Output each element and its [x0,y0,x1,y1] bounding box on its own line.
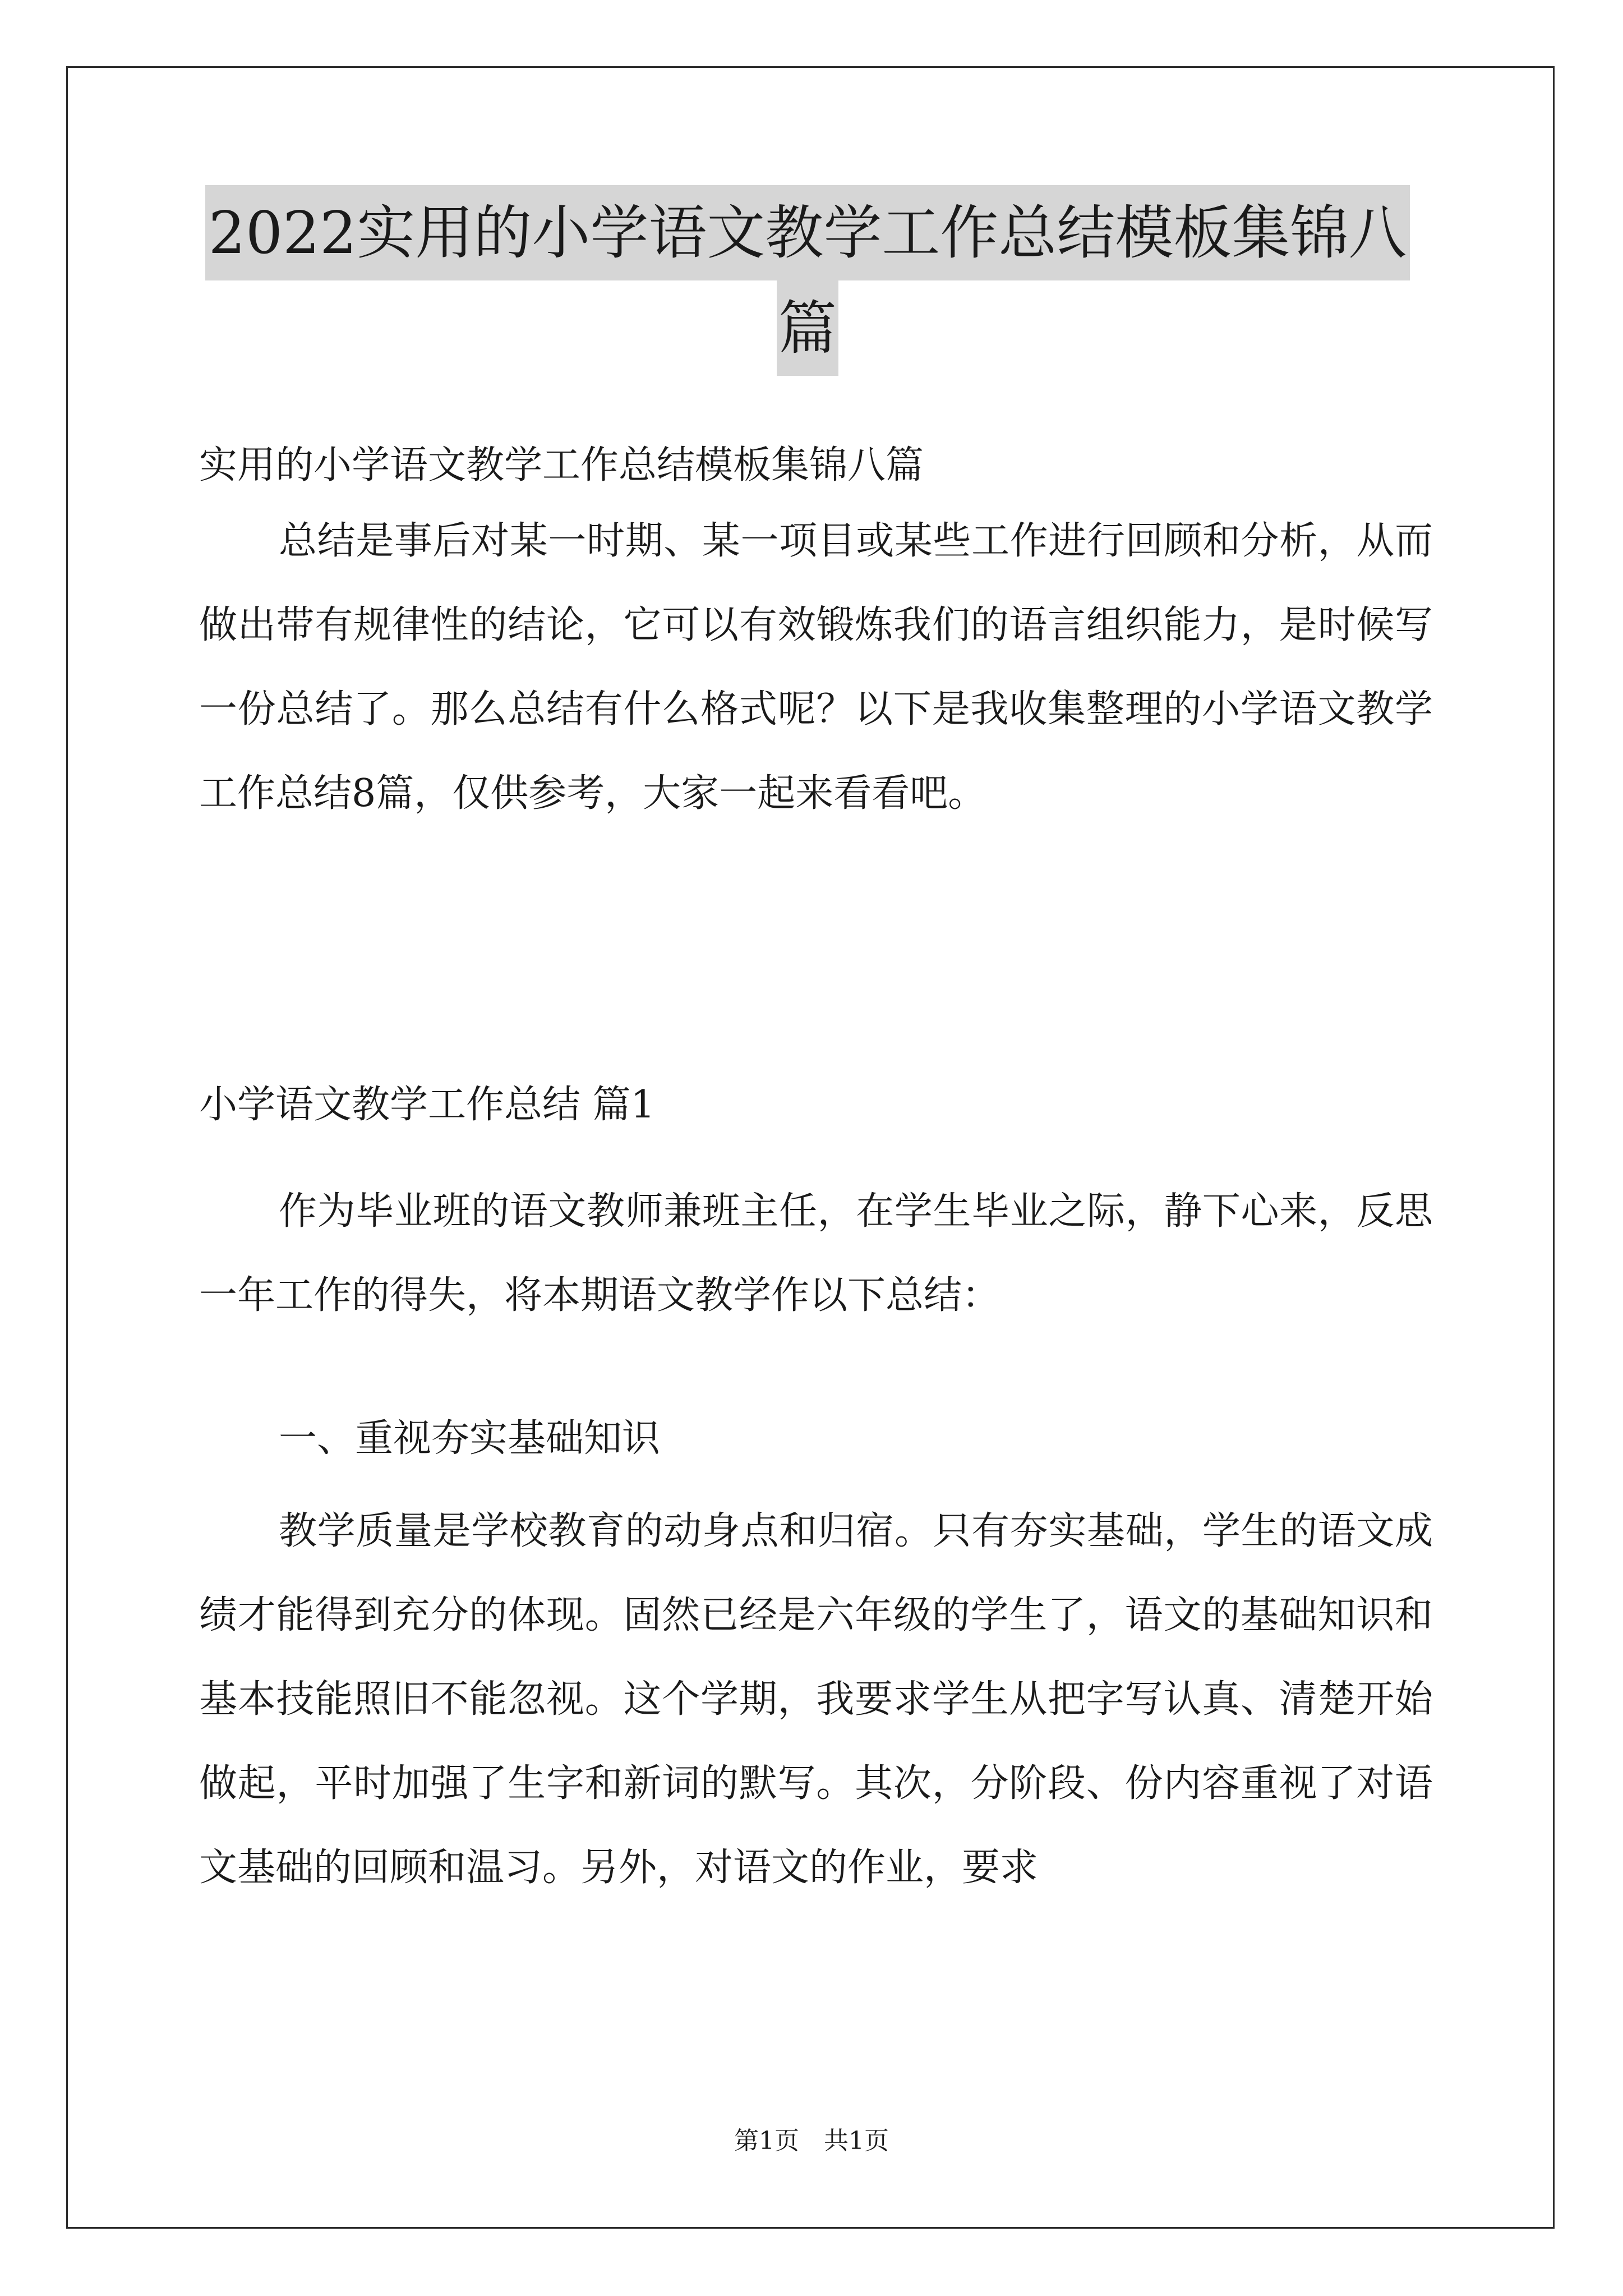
title-line-1: 2022实用的小学语文教学工作总结模板集锦八 [205,185,1410,280]
document-title [135,185,1481,376]
point-heading-1: 一、重视夯实基础知识 [279,1416,661,1461]
page-footer: 第1页 共1页 [734,2127,889,2155]
section-heading: 小学语文教学工作总结 篇1 [199,1083,655,1127]
document-subtitle: 实用的小学语文教学工作总结模板集锦八篇 [199,443,924,487]
section-paragraph-2: 教学质量是学校教育的动身点和归宿。只有夯实基础，学生的语文成绩才能得到充分的体现。固然已经是六年级的学生了，语文的基础知识和基本技能照旧不能忽视。这个学期，我要求学生从把字写认真、清楚开始做起，平时加强了生字和新词的默写。其次，分阶段、份内容重视了对语文基础的回顾和温习。另外，对语文的作业，要求 [199,1509,1433,1890]
intro-paragraph: 总结是事后对某一时期、某一项目或某些工作进行回顾和分析，从而做出带有规律性的结论，它可以有效锻炼我们的语言组织能力，是时候写一份总结了。那么总结有什么格式呢？以下是我收集整理的小学语文教学工作总结8篇，仅供参考，大家一起来看看吧。 [199,519,1433,816]
title-line-2: 篇 [777,280,838,376]
section-paragraph-1: 作为毕业班的语文教师兼班主任，在学生毕业之际，静下心来，反思一年工作的得失，将本期语文教学作以下总结： [199,1189,1433,1318]
